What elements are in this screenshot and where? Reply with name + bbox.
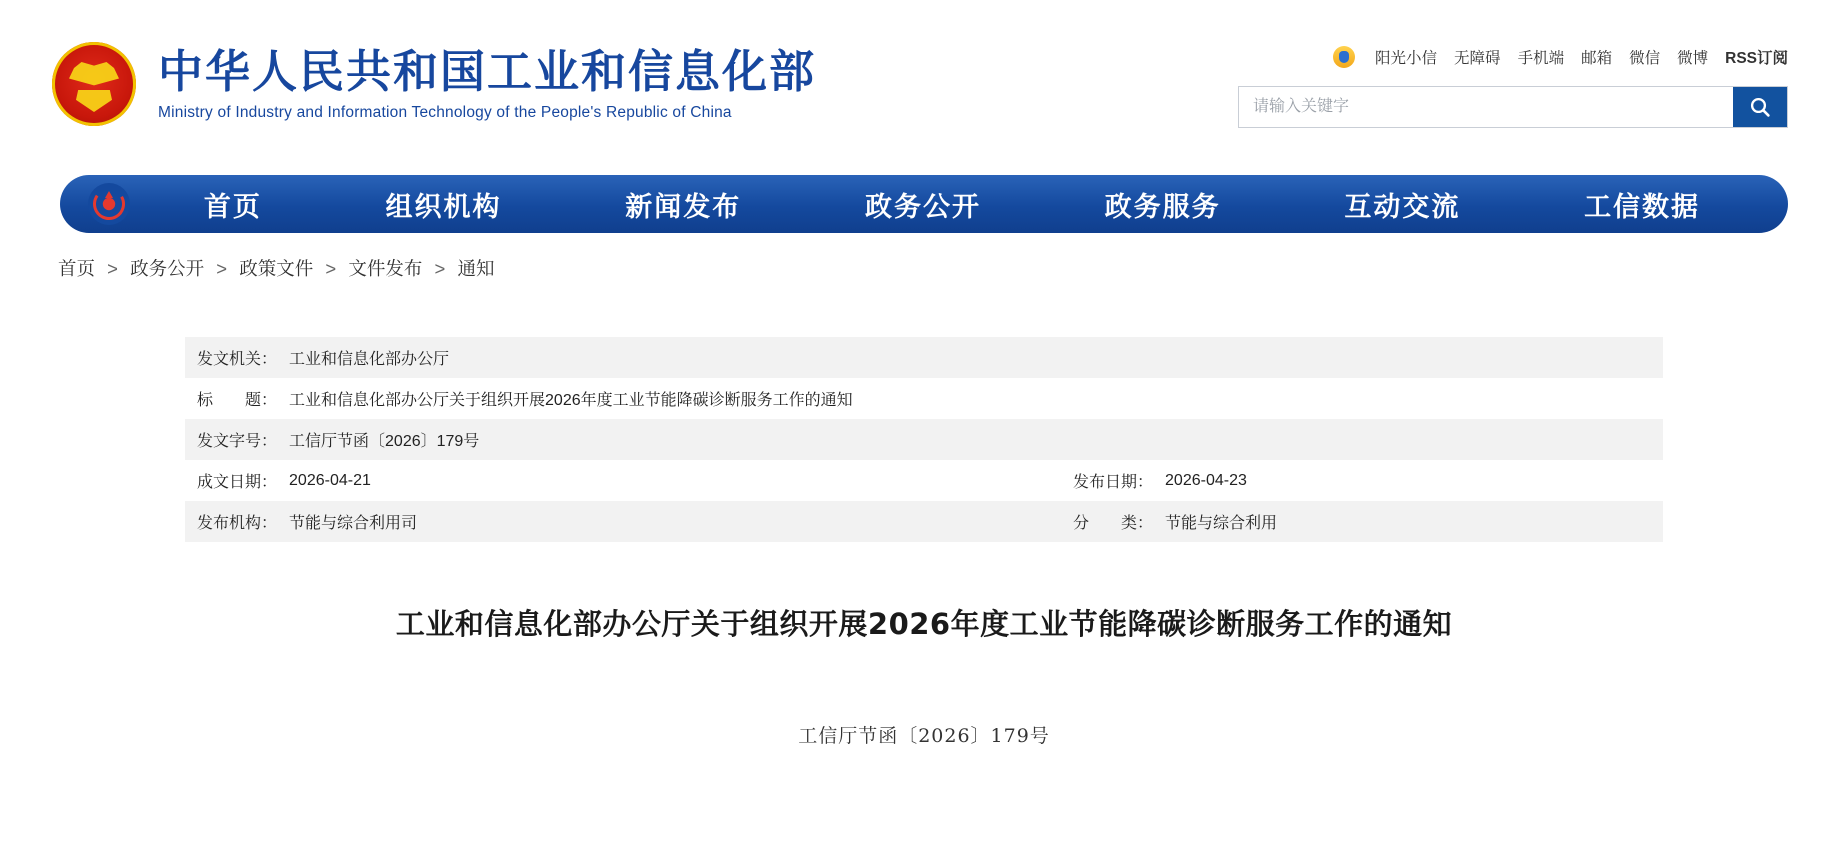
breadcrumb-item-government-affairs[interactable]: 政务公开 (130, 258, 205, 279)
nav-item-home[interactable]: 首页 (203, 191, 262, 223)
meta-label-category: 分 类： (777, 501, 1153, 542)
document-area (185, 337, 1663, 748)
breadcrumb-item-policy-documents[interactable]: 政策文件 (239, 258, 314, 279)
nav-item-government-services[interactable]: 政务服务 (1104, 191, 1221, 223)
site-title-cn: 中华人民共和国工业和信息化部 (158, 45, 817, 99)
breadcrumb-separator: > (107, 258, 118, 279)
nav-item-government-affairs[interactable]: 政务公开 (864, 191, 981, 223)
page-title: 工业和信息化部办公厅关于组织开展2026年度工业节能降碳诊断服务工作的通知 (395, 607, 1453, 641)
search-input[interactable] (1239, 87, 1733, 127)
top-link-rss[interactable]: RSS订阅 (1725, 50, 1788, 67)
site-titles (158, 46, 816, 122)
meta-value-document-number: 工信厅节函〔2026〕179号 (277, 419, 1663, 460)
meta-label-issuing-authority: 发文机关： (185, 337, 277, 378)
nav-item-organization[interactable]: 组织机构 (385, 191, 502, 223)
site-header (0, 0, 1848, 175)
site-brand[interactable] (52, 42, 816, 126)
meta-value-publishing-organization: 节能与综合利用司 (277, 501, 777, 542)
top-utility-links (1333, 46, 1788, 68)
top-link-weibo[interactable]: 微博 (1677, 50, 1709, 67)
breadcrumb-separator: > (325, 258, 337, 279)
meta-label-publish-date: 发布日期： (1073, 474, 1154, 491)
top-link-wechat[interactable]: 微信 (1629, 50, 1661, 67)
meta-label-publishing-organization: 发布机构： (185, 501, 277, 542)
meta-value-completion-date: 2026-04-21 (289, 471, 371, 489)
top-link-sunshine[interactable]: 阳光小信 (1375, 50, 1438, 67)
breadcrumb-separator: > (434, 258, 446, 279)
document-meta-table (185, 337, 1663, 542)
meta-label-completion-date: 成文日期： (197, 474, 278, 491)
meta-label-document-number: 发文字号： (185, 419, 277, 460)
table-row (185, 460, 1663, 501)
search-bar (1238, 86, 1788, 128)
breadcrumb-item-notice: 通知 (457, 258, 495, 279)
nav-items (142, 185, 1762, 224)
nav-item-data[interactable]: 工信数据 (1584, 191, 1701, 223)
meta-value-publish-date: 2026-04-23 (1165, 471, 1247, 489)
table-row (185, 337, 1663, 378)
sun-mascot-icon (1333, 46, 1355, 68)
nav-item-interaction[interactable]: 互动交流 (1344, 191, 1461, 223)
document-number: 工信厅节函〔2026〕179号 (798, 724, 1050, 747)
top-link-accessibility[interactable]: 无障碍 (1454, 50, 1501, 67)
table-row (185, 501, 1663, 542)
top-link-mobile[interactable]: 手机端 (1517, 50, 1565, 67)
search-button[interactable] (1733, 87, 1787, 127)
table-row (185, 419, 1663, 460)
breadcrumb (58, 255, 1848, 281)
meta-value-issuing-authority: 工业和信息化部办公厅 (277, 337, 1663, 378)
breadcrumb-item-document-release[interactable]: 文件发布 (348, 258, 423, 279)
meta-value-title: 工业和信息化部办公厅关于组织开展2026年度工业节能降碳诊断服务工作的通知 (289, 392, 853, 409)
breadcrumb-item-home[interactable]: 首页 (58, 258, 96, 279)
meta-label-title: 标 题： (197, 392, 278, 409)
table-row (185, 378, 1663, 419)
meta-value-category: 节能与综合利用 (1153, 501, 1663, 542)
main-nav (60, 175, 1788, 233)
breadcrumb-separator: > (216, 258, 228, 279)
site-title-en: Ministry of Industry and Information Technology of the People's Republic of China (158, 103, 732, 121)
ministry-logo-icon (86, 181, 132, 227)
nav-item-news[interactable]: 新闻发布 (625, 191, 742, 223)
national-emblem-icon (52, 42, 136, 126)
search-icon (1748, 95, 1772, 119)
top-link-mail[interactable]: 邮箱 (1581, 50, 1613, 67)
